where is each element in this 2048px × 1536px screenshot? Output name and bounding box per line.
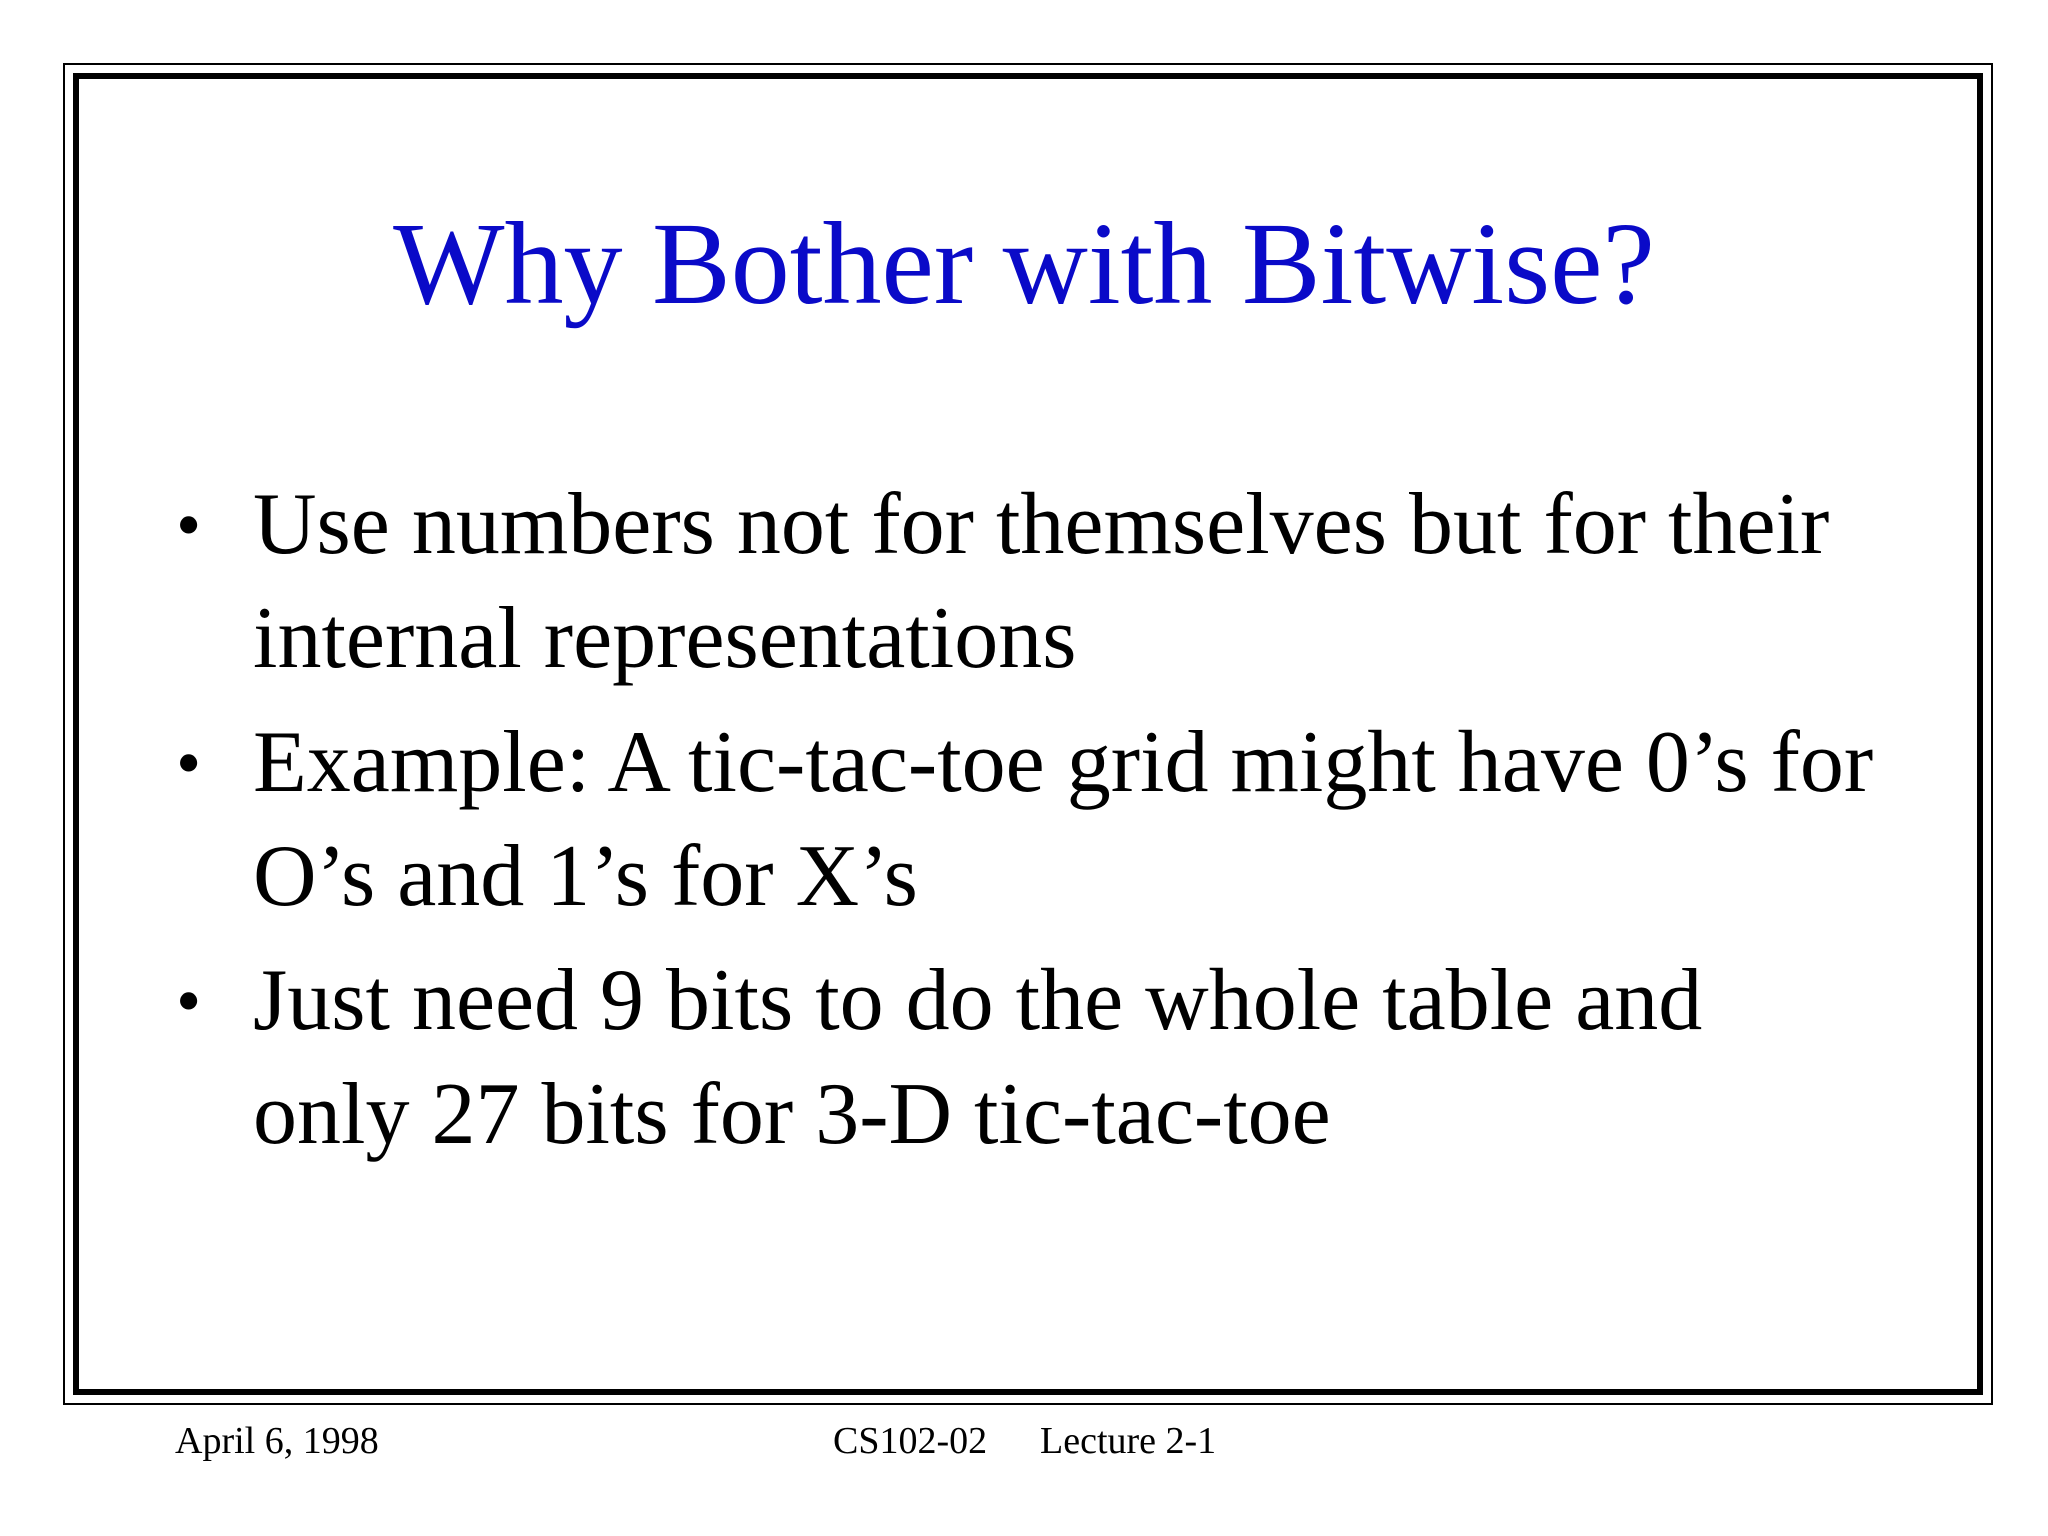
footer-lecture: Lecture 2-1 <box>1040 1420 1217 1462</box>
bullet-item <box>160 944 1880 1172</box>
footer-date: April 6, 1998 <box>175 1420 379 1462</box>
bullet-icon: • <box>176 723 202 803</box>
bullet-item <box>160 706 1880 934</box>
bullet-text: Use numbers not for themselves but for their internal representations <box>253 476 1830 687</box>
bullet-list <box>160 468 1880 1182</box>
bullet-item <box>160 468 1880 696</box>
footer-course: CS102-02 <box>833 1420 988 1462</box>
bullet-text: Just need 9 bits to do the whole table and only 27 bits for 3-D tic-tac-toe <box>253 952 1703 1163</box>
bullet-icon: • <box>176 485 202 565</box>
bullet-text: Example: A tic-tac-toe grid might have 0’s for O’s and 1’s for X’s <box>253 714 1874 925</box>
bullet-icon: • <box>176 961 202 1041</box>
slide-title: Why Bother with Bitwise? <box>393 198 1655 329</box>
